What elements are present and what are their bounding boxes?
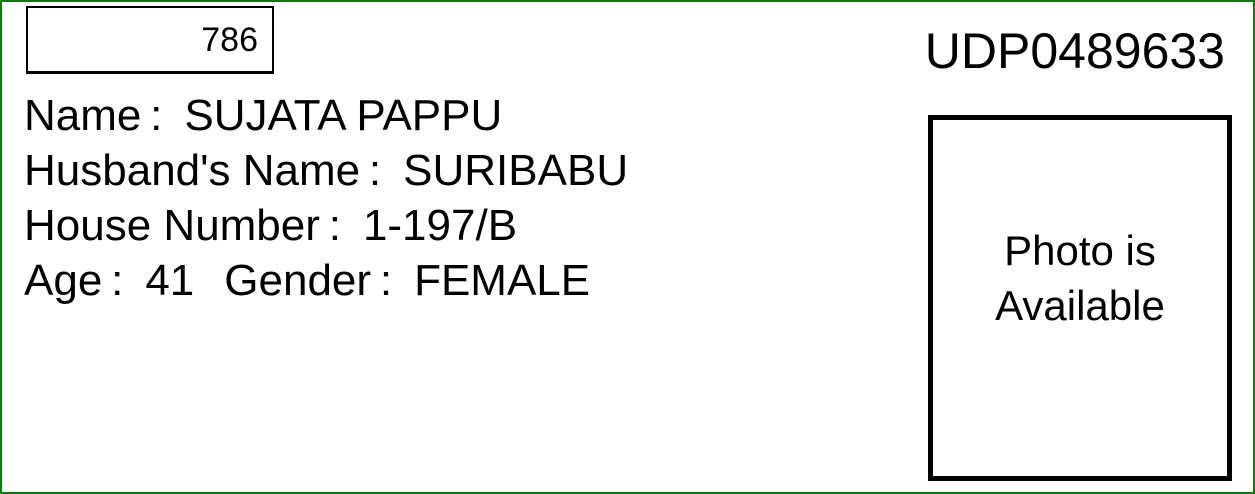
photo-placeholder [928,115,1232,481]
photo-text-line2: Available [995,282,1165,329]
photo-text-line1: Photo is [1004,227,1156,274]
voter-id: UDP0489633 [924,23,1225,79]
voter-details [24,88,628,308]
husband-name-value: SURIBABU [403,146,629,195]
separator: : [328,201,341,250]
serial-number: 786 [201,21,258,59]
separator: : [379,256,393,305]
house-number-value: 1-197/B [362,201,518,250]
house-number-row [24,198,628,253]
age-label: Age [24,256,103,305]
house-number-label: House Number [24,201,320,250]
name-label: Name [24,91,142,140]
age-gender-row [24,253,628,308]
husband-name-row [24,143,628,198]
separator: : [368,146,382,195]
serial-number-box [26,6,274,74]
gender-label: Gender [224,256,372,305]
photo-status-text [995,223,1165,333]
name-value: SUJATA PAPPU [184,91,503,140]
age-value: 41 [145,256,195,305]
husband-name-label: Husband's Name [24,146,361,195]
separator: : [111,256,124,305]
gender-value: FEMALE [414,256,591,305]
name-row [24,88,628,143]
separator: : [150,91,163,140]
